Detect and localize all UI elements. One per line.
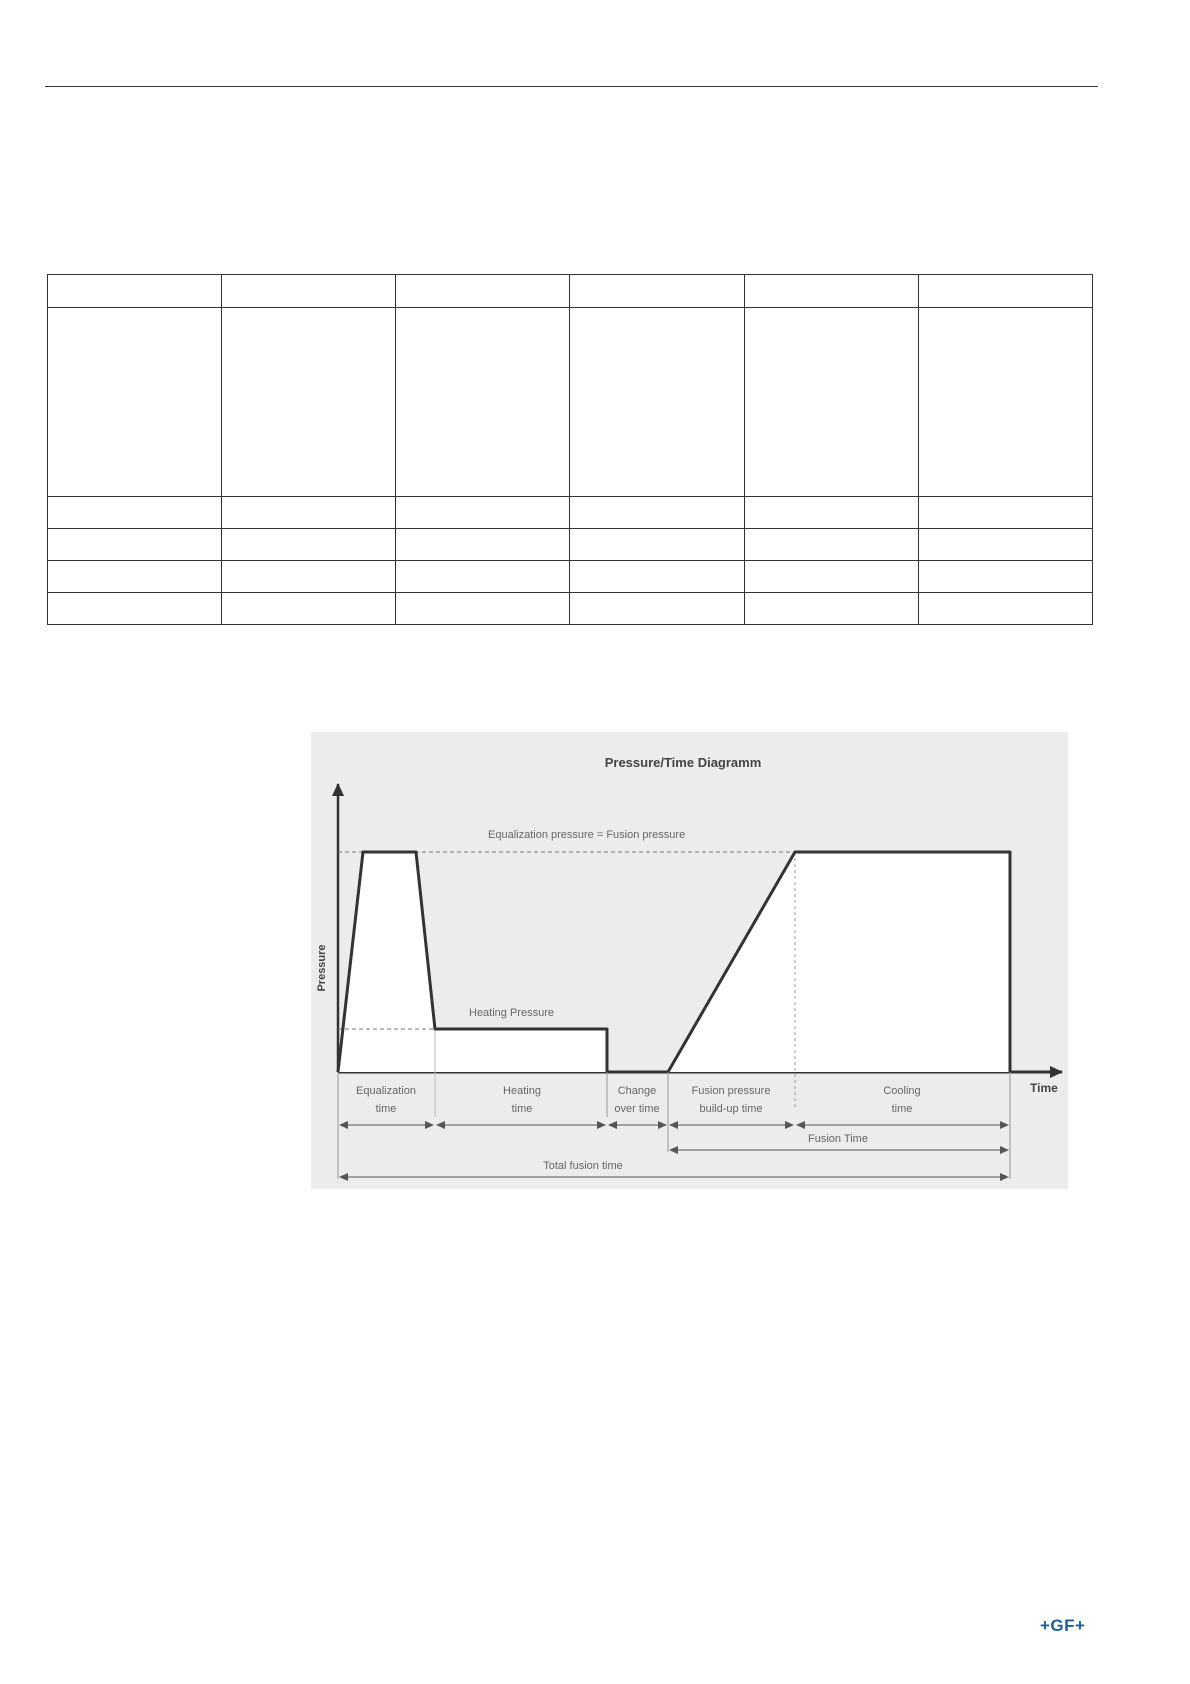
table-row (48, 593, 1093, 625)
diagram-svg (311, 732, 1068, 1189)
table-cell (396, 497, 570, 529)
heating-pressure-label: Heating Pressure (469, 1007, 554, 1019)
table-cell (918, 308, 1092, 497)
table-cell (396, 308, 570, 497)
table-cell (570, 561, 744, 593)
table-cell (222, 529, 396, 561)
phase-label-line1: Change (617, 1085, 657, 1097)
total-fusion-time-label: Total fusion time (543, 1160, 623, 1172)
table-cell (222, 561, 396, 593)
table-cell (744, 308, 918, 497)
table-cell (48, 593, 222, 625)
table-row (48, 561, 1093, 593)
table-cell (48, 497, 222, 529)
table-cell (744, 275, 918, 308)
table-cell (918, 593, 1092, 625)
table-cell (48, 308, 222, 497)
table-row (48, 529, 1093, 561)
phase-label-line1: Fusion pressure (691, 1085, 771, 1097)
phase-label-line1: Heating (503, 1085, 541, 1097)
fusion-time-label: Fusion Time (808, 1133, 868, 1145)
table-cell (744, 497, 918, 529)
table-row (48, 308, 1093, 497)
table-cell (918, 561, 1092, 593)
table-cell (570, 593, 744, 625)
equalization-pressure-label: Equalization pressure = Fusion pressure (488, 829, 686, 841)
phase-label-line2: build-up time (699, 1103, 763, 1115)
table-row (48, 275, 1093, 308)
data-table (47, 274, 1093, 625)
table-cell (918, 497, 1092, 529)
table-cell (222, 308, 396, 497)
table-cell (918, 529, 1092, 561)
table-cell (744, 561, 918, 593)
table-cell (570, 275, 744, 308)
table-cell (570, 529, 744, 561)
fusion-area (668, 852, 1010, 1072)
phase-label-line2: over time (614, 1103, 660, 1115)
table-cell (396, 593, 570, 625)
table-cell (222, 497, 396, 529)
table-cell (396, 529, 570, 561)
table-cell (48, 561, 222, 593)
diagram-title: Pressure/Time Diagramm (604, 755, 762, 770)
pressure-time-diagram (311, 732, 1068, 1189)
table-cell (48, 529, 222, 561)
gf-logo: +GF+ (1040, 1616, 1086, 1635)
table-cell (48, 275, 222, 308)
phase-label-line2: time (891, 1103, 913, 1115)
table-cell (396, 561, 570, 593)
table-cell (222, 275, 396, 308)
x-axis-label: Time (1030, 1081, 1058, 1095)
table-cell (744, 593, 918, 625)
phase-label-line1: Cooling (883, 1085, 921, 1097)
table-cell (570, 497, 744, 529)
table-cell (222, 593, 396, 625)
table-cell (918, 275, 1092, 308)
header-rule (45, 86, 1098, 87)
table-cell (570, 308, 744, 497)
heating-area (435, 1029, 607, 1072)
table-cell (744, 529, 918, 561)
table-cell (396, 275, 570, 308)
y-axis-label: Pressure (316, 944, 328, 992)
phase-label-line2: time (375, 1103, 397, 1115)
phase-label-line2: time (511, 1103, 533, 1115)
table-row (48, 497, 1093, 529)
phase-label-line1: Equalization (356, 1085, 416, 1097)
